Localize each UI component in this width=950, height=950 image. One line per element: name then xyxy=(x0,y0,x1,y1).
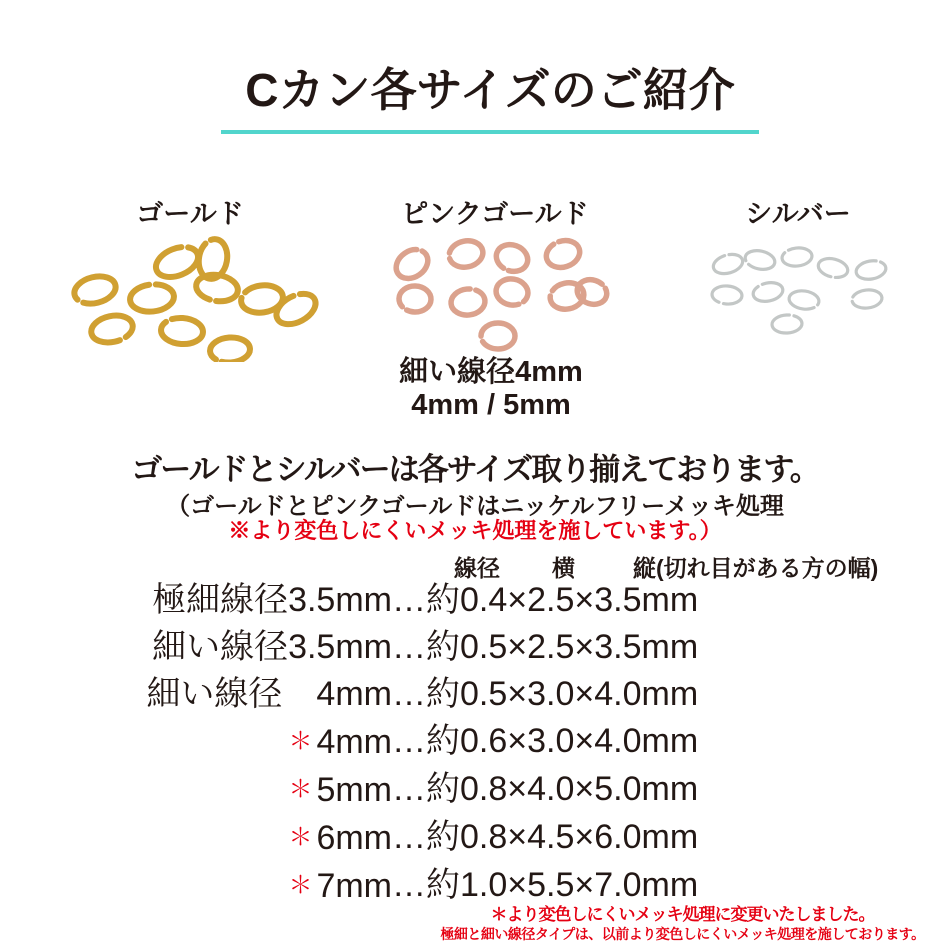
size-table-row xyxy=(0,766,950,814)
label-silver: シルバー xyxy=(745,199,851,229)
size-table-row xyxy=(0,624,950,671)
star-marker: ＊ xyxy=(288,824,313,851)
label-pink-gold: ピンクゴールド xyxy=(401,199,589,229)
size-note-line2: 4mm / 5mm xyxy=(411,389,571,421)
size-note-line1: 細い線径4mm xyxy=(399,356,583,388)
size-row-value: …約0.5×3.0×4.0mm xyxy=(392,675,699,713)
availability-red-note: ※より変色しにくいメッキ処理を施しています。） xyxy=(228,518,722,543)
gold-rings-image xyxy=(55,232,335,362)
pink-gold-size-note xyxy=(16,356,950,422)
size-table xyxy=(0,577,950,910)
footer-red-note xyxy=(415,904,950,943)
size-row-label: ＊ 6mm xyxy=(288,819,392,857)
size-table-row xyxy=(0,862,950,910)
size-table-row xyxy=(0,671,950,718)
star-marker: ＊ xyxy=(288,776,313,803)
footer-note-line1: ＊より変色しにくいメッキ処理に変更いたしました。 xyxy=(490,905,875,924)
size-row-value: …約0.4×2.5×3.5mm xyxy=(392,581,699,619)
header-height: 縦(切れ目がある方の幅) xyxy=(633,555,879,581)
size-row-value: …約1.0×5.5×7.0mm xyxy=(392,866,699,904)
size-row-value: …約0.8×4.5×6.0mm xyxy=(392,818,699,856)
size-row-label: 極細線径3.5mm xyxy=(152,581,392,619)
size-table-row xyxy=(0,718,950,766)
size-row-label: ＊ 5mm xyxy=(288,771,392,809)
size-row-label: ＊ 7mm xyxy=(288,867,392,905)
star-marker: ＊ xyxy=(288,728,313,755)
page-title: Cカン各サイズのご紹介 xyxy=(221,54,759,134)
size-row-value: …約0.5×2.5×3.5mm xyxy=(392,628,699,666)
size-row-label: 細い線径 4mm xyxy=(146,675,392,713)
size-table-row xyxy=(0,577,950,624)
header-width: 横 xyxy=(552,555,575,581)
size-row-label: ＊ 4mm xyxy=(288,723,392,761)
footer-note-line2: 極細と細い線径タイプは、以前より変色しにくいメッキ処理を施しております。 xyxy=(440,926,925,942)
size-row-value: …約0.6×3.0×4.0mm xyxy=(392,722,699,760)
availability-sub-text: （ゴールドとピンクゴールドはニッケルフリーメッキ処理 xyxy=(166,493,784,520)
silver-rings-image xyxy=(680,238,910,343)
availability-main-text: ゴールドとシルバーは各サイズ取り揃えております。 xyxy=(131,452,819,487)
size-row-value: …約0.8×4.0×5.0mm xyxy=(392,770,699,808)
star-marker: ＊ xyxy=(288,872,313,899)
size-table-row xyxy=(0,814,950,862)
title-row xyxy=(30,54,950,134)
header-wire-diameter: 線径 xyxy=(454,555,500,581)
pink-gold-rings-image xyxy=(360,224,610,356)
size-row-label: 細い線径3.5mm xyxy=(152,628,392,666)
label-gold: ゴールド xyxy=(136,199,244,229)
